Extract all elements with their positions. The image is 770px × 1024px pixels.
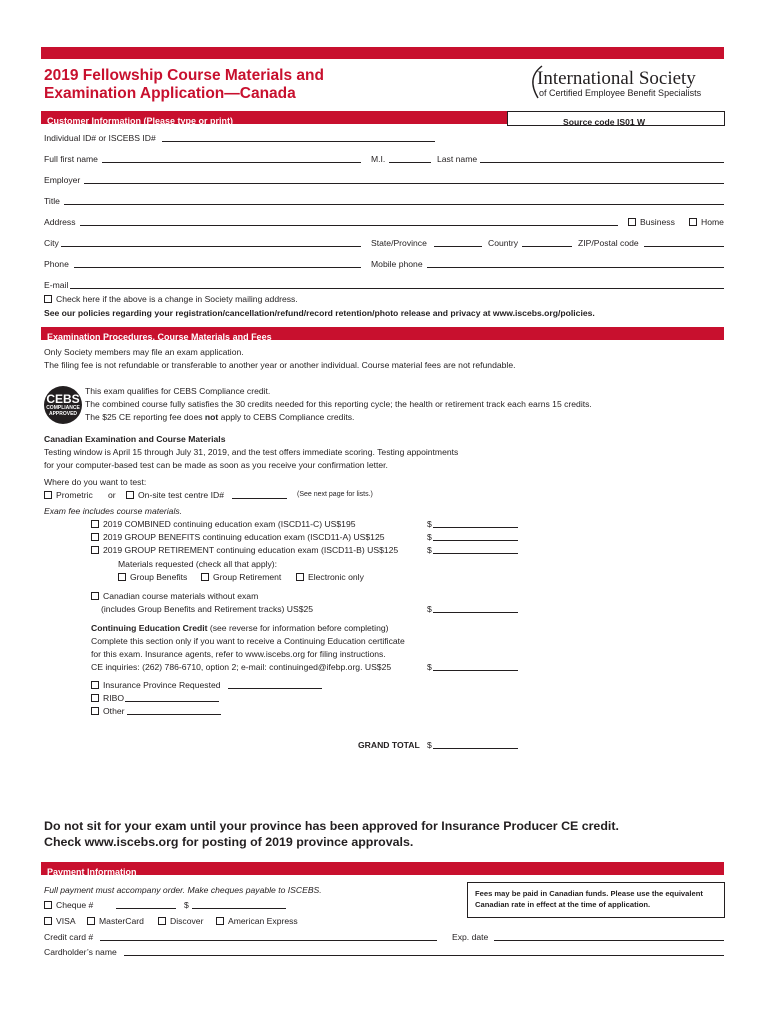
retirement-checkbox[interactable]: 2019 GROUP RETIREMENT continuing education exam (ISCD11-B) US$125 [91,544,398,556]
society-logo-subtitle: of Certified Employee Benefit Specialists [539,88,702,98]
mi-label: M.I. [371,154,386,164]
full-payment-note: Full payment must accompany order. Make cheques payable to ISCEBS. [44,885,322,895]
exam-section-bar: Examination Procedures, Course Materials and Fees [41,327,724,340]
cheque-amount-field[interactable] [192,908,286,909]
without-exam-dollar: $ [427,604,432,614]
employer-field[interactable] [84,183,724,184]
society-logo-name: International Society [537,68,696,89]
employer-label: Employer [44,175,81,185]
prometric-checkbox[interactable]: Prometric [44,489,93,501]
address-change-checkbox[interactable]: Check here if the above is a change in Society mailing address. [44,293,298,305]
cebs-line-2: The combined course fully satisfies the 30 credits needed for this reporting cycle; the health or retirement track each earns 15 credits. [85,399,592,409]
without-exam-checkbox[interactable]: Canadian course materials without exam [91,590,258,602]
retirement-amount-field[interactable] [433,553,518,554]
city-field[interactable] [61,246,361,247]
combined-checkbox[interactable]: 2019 COMBINED continuing education exam (ISCD11-C) US$195 [91,518,356,530]
ce-heading: Continuing Education Credit (see reverse for information before completing) [91,623,389,633]
title-label: Title [44,196,60,206]
phone-label: Phone [44,259,69,269]
credit-card-field[interactable] [100,940,437,941]
mat-electronic-checkbox[interactable]: Electronic only [296,571,364,583]
grand-total-label: GRAND TOTAL [358,740,420,750]
cardholder-label: Cardholder’s name [44,947,117,957]
cebs-line-1: This exam qualifies for CEBS Compliance credit. [85,386,271,396]
email-field[interactable] [70,288,724,289]
email-label: E-mail [44,280,69,290]
grand-total-field[interactable] [433,748,518,749]
other-checkbox[interactable]: Other [91,705,125,717]
visa-checkbox[interactable]: VISA [44,915,76,927]
canadian-heading: Canadian Examination and Course Materials [44,434,226,444]
members-note: Only Society members may file an exam application. [44,347,244,357]
mat-retirement-checkbox[interactable]: Group Retirement [201,571,281,583]
cheque-checkbox[interactable]: Cheque # [44,899,93,911]
first-name-field[interactable] [102,162,361,163]
refund-note: The filing fee is not refundable or transferable to another year or another individual. Course material fees are not refundable. [44,360,516,370]
policies-text: See our policies regarding your registration/cancellation/refund/record retention/photo release and privacy at www.iscebs.org/policies. [44,308,595,318]
ce-line-1: Complete this section only if you want to receive a Continuing Education certificate [91,636,405,646]
see-next-page: (See next page for lists.) [297,491,373,498]
without-exam-amount-field[interactable] [433,612,518,613]
testing-window-1: Testing window is April 15 through July 31, 2019, and the test offers immediate scoring. Testing appointments [44,447,459,457]
benefits-checkbox[interactable]: 2019 GROUP BENEFITS continuing education exam (ISCD11-A) US$125 [91,531,385,543]
first-name-label: Full first name [44,154,98,164]
ribo-field[interactable] [125,701,219,702]
cheque-number-field[interactable] [116,908,176,909]
customer-info-bar: Customer Information (Please type or print) [41,111,724,124]
province-approval-notice: Do not sit for your exam until your province has been approved for Insurance Producer CE credit. Check www.iscebs.org for posting of 2019 province approvals. [44,819,619,849]
other-field[interactable] [127,714,221,715]
source-code-box: Source code IS01 W [507,111,725,126]
country-label: Country [488,238,519,248]
benefits-dollar: $ [427,532,432,542]
discover-checkbox[interactable]: Discover [158,915,203,927]
insurance-province-field[interactable] [228,688,322,689]
zip-label: ZIP/Postal code [578,238,639,248]
business-checkbox[interactable]: Business [628,216,675,228]
cardholder-field[interactable] [124,955,724,956]
canadian-funds-note: Fees may be paid in Canadian funds. Please use the equivalent Canadian rate in effect at the time of application. [467,882,725,918]
id-label: Individual ID# or ISCEBS ID# [44,133,156,143]
mi-field[interactable] [389,162,431,163]
state-field[interactable] [434,246,482,247]
credit-card-label: Credit card # [44,932,94,942]
amex-checkbox[interactable]: American Express [216,915,298,927]
address-field[interactable] [80,225,618,226]
benefits-amount-field[interactable] [433,540,518,541]
country-field[interactable] [522,246,572,247]
without-exam-note: (includes Group Benefits and Retirement tracks) US$25 [101,604,314,614]
zip-field[interactable] [644,246,724,247]
cebs-compliance-badge: CEBS COMPLIANCE APPROVED [44,386,82,424]
state-label: State/Province [371,238,427,248]
id-field[interactable] [162,141,435,142]
address-label: Address [44,217,76,227]
title-field[interactable] [64,204,724,205]
insurance-province-checkbox[interactable]: Insurance Province Requested [91,679,221,691]
ce-line-3: CE inquiries: (262) 786-6710, option 2; e-mail: continuinged@ifebp.org. US$25 [91,662,392,672]
ce-dollar: $ [427,662,432,672]
where-question: Where do you want to test: [44,477,147,487]
testing-window-2: for your computer-based test can be made as soon as you receive your confirmation letter. [44,460,388,470]
fee-includes-note: Exam fee includes course materials. [44,506,183,516]
payment-section-bar: Payment Information [41,862,724,875]
last-name-field[interactable] [480,162,724,163]
retirement-dollar: $ [427,545,432,555]
materials-requested-label: Materials requested (check all that apply): [118,559,278,569]
cebs-line-3: The $25 CE reporting fee does not apply to CEBS Compliance credits. [85,412,355,422]
mat-benefits-checkbox[interactable]: Group Benefits [118,571,187,583]
exp-date-label: Exp. date [452,932,489,942]
cheque-dollar: $ [184,900,189,910]
combined-dollar: $ [427,519,432,529]
ribo-checkbox[interactable]: RIBO [91,692,124,704]
exp-date-field[interactable] [494,940,724,941]
mobile-label: Mobile phone [371,259,423,269]
or-text: or [108,490,116,500]
header-accent-bar [41,47,724,59]
grand-total-dollar: $ [427,740,432,750]
ce-amount-field[interactable] [433,670,518,671]
phone-field[interactable] [74,267,361,268]
combined-amount-field[interactable] [433,527,518,528]
home-checkbox[interactable]: Home [689,216,724,228]
onsite-id-field[interactable] [232,498,287,499]
page-title: 2019 Fellowship Course Materials and Examination Application—Canada [44,67,324,102]
mastercard-checkbox[interactable]: MasterCard [87,915,144,927]
mobile-field[interactable] [427,267,724,268]
last-name-label: Last name [437,154,478,164]
onsite-checkbox[interactable]: On-site test centre ID# [126,489,224,501]
city-label: City [44,238,59,248]
ce-line-2: for this exam. Insurance agents, refer to www.iscebs.org for filing instructions. [91,649,386,659]
